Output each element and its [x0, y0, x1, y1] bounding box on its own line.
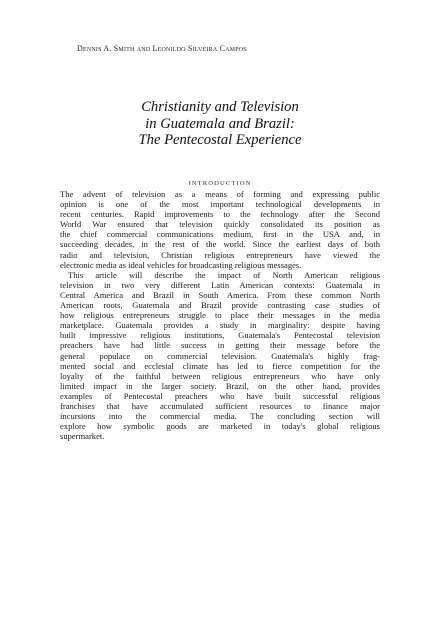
text-line: The advent of television as a means of forming and expressing public: [60, 189, 380, 199]
text-line: loyalty of the faithful between religious entrepreneurs who have only: [60, 370, 380, 381]
paragraph-2: [60, 270, 380, 442]
text-line: the chief commercial communications medium, first in the USA and, in: [60, 229, 380, 240]
text-line: American roots, Guatemala and Brazil provide contrasting case studies of: [60, 300, 380, 311]
paragraph-1: [60, 189, 380, 270]
title-line: The Pentecostal Experience: [138, 132, 302, 148]
text-line: television in two very different Latin American contexts: Guatemala in: [60, 279, 380, 290]
text-line: examples of Pentecostal preachers who have built successful religious: [60, 390, 380, 401]
title-line: in Guatemala and Brazil:: [145, 115, 295, 132]
text-line: World War ensured that television quickly consolidated its position as: [60, 219, 380, 230]
text-line: how religious entrepreneurs struggle to place their messages in the media: [60, 310, 380, 321]
text-line: mented social and ecclesial climate has led to fierce competition for the: [60, 360, 380, 371]
text-line: radio and television, Christian religious entrepreneurs have viewed the: [60, 249, 380, 260]
text-line: built impressive religious institutions, Guatemala's Pentecostal television: [60, 330, 380, 341]
text-line: Central America and Brazil in South America. From these common North: [60, 289, 380, 300]
text-line: recent centuries. Rapid improvements to the technology after the Second: [60, 209, 380, 220]
section-heading: INTRODUCTION: [188, 180, 252, 187]
text-line: incursions into the commercial media. The concluding section will: [60, 411, 380, 422]
text-line: electronic media as ideal vehicles for broadcasting religious messages.: [60, 259, 302, 270]
body-text: [60, 189, 380, 441]
text-line: This article will describe the impact of North American religious: [68, 269, 380, 280]
text-line: supermarket.: [60, 431, 105, 442]
title-line: Christianity and Television: [141, 99, 299, 115]
running-head: Dennis A. Smith and Leonildo Silveira Campos: [77, 44, 247, 53]
text-line: general populace on commercial television. Guatemala's highly frag-: [60, 350, 380, 361]
text-line: marketplace. Guatemala provides a study in marginality: despite having: [60, 320, 380, 331]
text-line: opinion is one of the most important technological developments in: [60, 199, 380, 210]
text-line: franchises that have accumulated sufficient resources to finance major: [60, 400, 380, 411]
article-title: [60, 99, 380, 149]
text-line: preachers have had little success in getting their message before the: [60, 340, 380, 351]
text-line: explore how symbolic goods are marketed in today's global religious: [60, 421, 380, 432]
text-line: limited impact in the larger society. Brazil, on the other hand, provides: [60, 380, 380, 391]
text-line: succeeding decades, in the rest of the world. Since the earliest days of both: [60, 239, 380, 250]
